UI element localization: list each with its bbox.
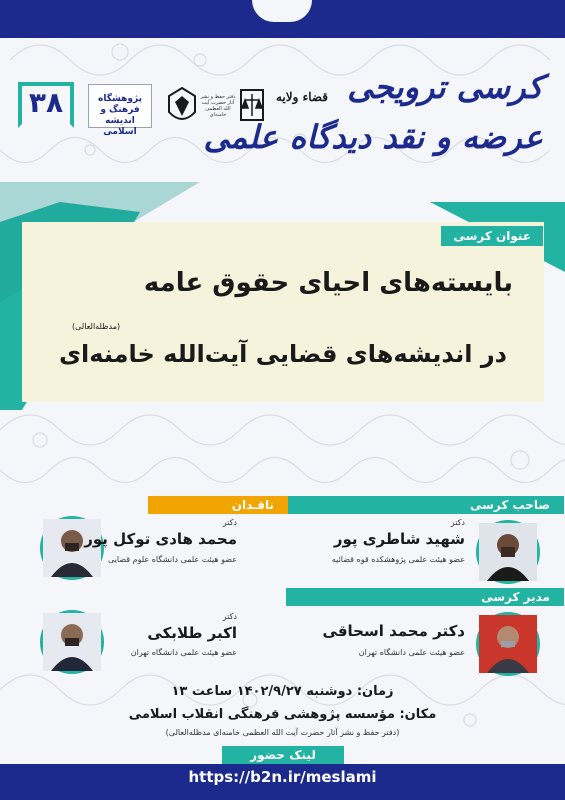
- manager-header: مدیر کرسی: [286, 588, 564, 606]
- owner-photo: [476, 520, 540, 584]
- program-subtitle: عرضه و نقد دیدگاه علمی: [203, 118, 543, 156]
- critic-1-role: عضو هیئت علمی دانشگاه علوم قضایی: [108, 555, 237, 564]
- owner-header: صاحب کرسی: [286, 496, 564, 514]
- emblem-icon: [165, 86, 199, 126]
- office-seal-logo: [164, 84, 200, 128]
- person-avatar-icon: [479, 523, 537, 581]
- critic-1-photo: [40, 516, 104, 580]
- join-link[interactable]: https://b2n.ir/meslami: [188, 768, 377, 786]
- institute-logo-text: پژوهشگاه فرهنگ و اندیشه اسلامی: [98, 94, 142, 137]
- manager-name: دکتر محمد اسحاقی: [322, 622, 465, 640]
- join-link-label: لینک حضور: [222, 746, 344, 764]
- person-avatar-icon: [43, 613, 101, 671]
- topic-card: [22, 222, 544, 402]
- person-avatar-icon: [479, 615, 537, 673]
- critics-header: ناقـدان: [148, 496, 288, 514]
- session-number: ۳۸: [28, 86, 64, 119]
- person-avatar-icon: [43, 519, 101, 577]
- owner-name: شهید شاطری پور: [333, 530, 465, 548]
- critic-2-name: اکبر طلابکی: [147, 624, 237, 642]
- velayat-logo-text: قضاء ولایه: [275, 90, 329, 104]
- topic-honorific: (مدظله‌العالی): [72, 322, 121, 331]
- office-caption-text: دفتر حفظ و نشر آثار حضرت آیت الله العظمی خامنه‌ای: [200, 94, 236, 118]
- manager-role: عضو هیئت علمی دانشگاه تهران: [358, 648, 465, 657]
- critic-2-title: دکتر: [222, 612, 237, 621]
- event-time: زمان: دوشنبه ۱۴۰۲/۹/۲۷ ساعت ۱۳: [171, 684, 394, 699]
- critic-2-role: عضو هیئت علمی دانشگاه تهران: [130, 648, 237, 657]
- program-title: کرسی ترویجی: [347, 68, 543, 106]
- owner-role: عضو هیئت علمی پژوهشکده قوه قضائیه: [331, 555, 465, 564]
- critic-1-name: محمد هادی توکل پور: [84, 530, 237, 548]
- critic-2-photo: [40, 610, 104, 674]
- topic-line-1: بایسته‌های احیای حقوق عامه: [143, 268, 513, 298]
- event-place-note: (دفتر حفظ و نشر آثار حضرت آیت الله العظمی خامنه‌ای مدظله‌العالی): [165, 728, 400, 737]
- critic-1-title: دکتر: [222, 518, 237, 527]
- event-place: مکان: مؤسسه پژوهشی فرهنگی انقلاب اسلامی: [128, 707, 437, 722]
- institute-logo: [88, 84, 152, 137]
- owner-title: دکتر: [450, 518, 465, 527]
- manager-photo: [476, 612, 540, 676]
- topic-line-2: در اندیشه‌های قضایی آیت‌الله خامنه‌ای: [59, 340, 507, 368]
- topic-label: عنوان کرسی: [441, 226, 543, 246]
